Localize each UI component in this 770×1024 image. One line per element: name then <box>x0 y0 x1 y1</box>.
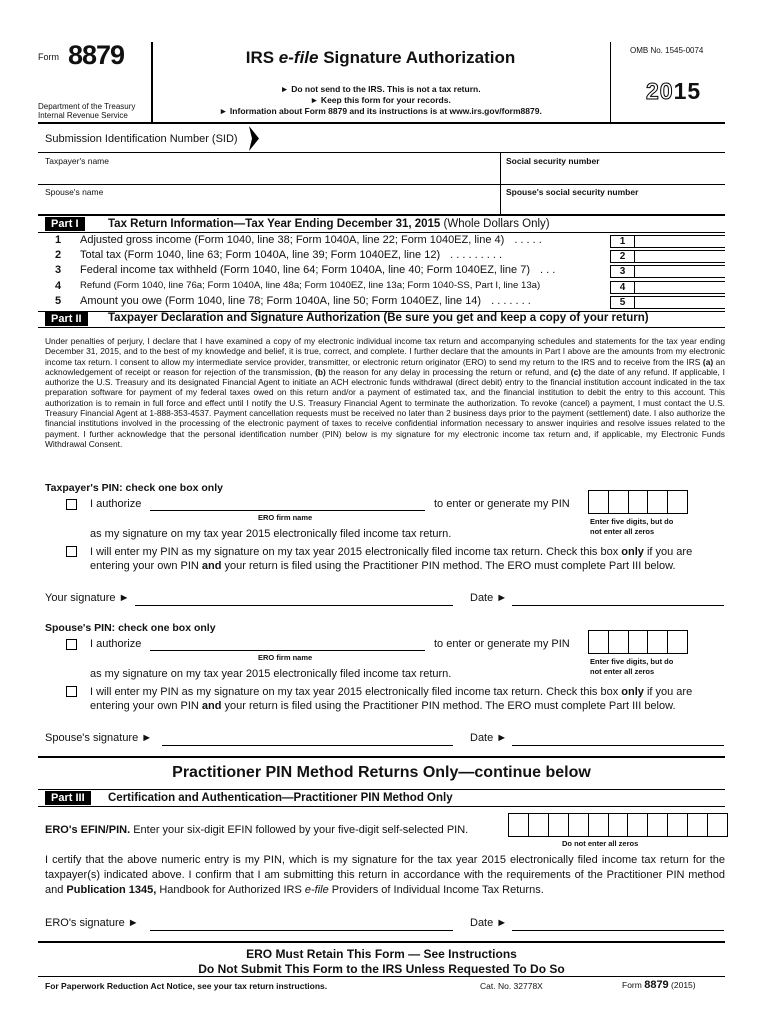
taxpayer-pin-input[interactable] <box>588 490 688 514</box>
taxpayer-ero-firm-label: ERO firm name <box>258 513 313 522</box>
cert-publication: Publication 1345, <box>66 884 157 896</box>
instruction-line-3: ► Information about Form 8879 and its instructions is at www.irs.gov/form8879. <box>219 106 542 116</box>
footer-form-number: 8879 <box>644 979 669 991</box>
efin-text: Enter your six-digit EFIN followed by your five-digit self-selected PIN. <box>130 824 469 836</box>
spouse-ssn-field[interactable] <box>506 197 724 213</box>
declaration-c: (c) <box>570 366 582 377</box>
part1-badge: Part I <box>45 217 85 231</box>
sid-input[interactable] <box>260 128 725 148</box>
spouse-pin-hint <box>590 657 673 677</box>
catalog-number: Cat. No. 32778X <box>480 981 543 991</box>
omb-number: OMB No. 1545-0074 <box>630 46 704 55</box>
form-title <box>151 48 610 68</box>
option-text-c1: entering your own PIN <box>90 700 202 712</box>
line-description <box>80 234 542 246</box>
efin-bold: ERO's EFIN/PIN. <box>45 824 131 836</box>
spouse-ero-firm-input[interactable] <box>150 638 425 651</box>
taxpayer-self-pin-text <box>90 545 730 573</box>
line-description <box>80 280 550 291</box>
agency-line: Internal Revenue Service <box>38 111 128 120</box>
line-leader-dots: . . . . . <box>514 234 542 246</box>
form-label: Form <box>38 52 59 62</box>
instruction-line-1: ► Do not send to the IRS. This is not a tax return. <box>280 84 481 94</box>
part3-header <box>45 791 91 805</box>
declaration-text-1: Under penalties of perjury, I declare that I have examined a copy of my electronic individual income tax return and accompanying schedules and statements for the tax year ending December 31, 2015, and to the best of my knowledge and belief, it is true, correct, and complete. I further declare that the amounts in Part I above are the amounts from my electronic income tax return. I consent to allow my intermediate service provider, transmitter, or electronic return originator (ERO) to send my return to the IRS and to receive from the IRS <box>45 336 725 367</box>
footer-form-id <box>622 979 696 991</box>
part2-header <box>45 312 88 326</box>
title-efile: e-file <box>278 48 319 67</box>
spouse-date-field[interactable] <box>512 732 724 746</box>
line-text: Federal income tax withheld (Form 1040, line 64; Form 1040A, line 40; Form 1040EZ, line 7) <box>80 264 530 276</box>
line-text: Total tax (Form 1040, line 63; Form 1040A, line 39; Form 1040EZ, line 12) <box>80 249 441 261</box>
option-only: only <box>621 546 644 558</box>
declaration-text-2: an acknowledgement of receipt or reason for rejection of the transmission, <box>45 356 725 377</box>
sid-label: Submission Identification Number (SID) <box>45 133 238 145</box>
amount-field[interactable] <box>635 235 725 248</box>
taxpayer-pin-hint <box>590 517 673 537</box>
spouse-authorize-label: I authorize <box>90 638 142 650</box>
taxpayer-authorize-checkbox[interactable] <box>66 499 77 510</box>
year-outline: 20 <box>646 78 674 104</box>
efin-pin-input[interactable] <box>508 813 728 837</box>
taxpayer-name-field[interactable] <box>45 166 500 182</box>
declaration-b: (b) <box>315 366 326 377</box>
ssn-label: Social security number <box>506 156 600 166</box>
sid-arrow-icon <box>249 126 259 151</box>
spouse-as-signature-text: as my signature on my tax year 2015 electronically filed income tax return. <box>90 668 452 680</box>
line-box-number: 1 <box>610 235 635 248</box>
taxpayer-ero-firm-input[interactable] <box>150 498 425 511</box>
ero-signature-label: ERO's signature ► <box>45 917 139 929</box>
option-text-b: if you are <box>643 686 693 698</box>
pin-hint-line-1: Enter five digits, but do <box>590 517 674 526</box>
line-box-number: 4 <box>610 281 635 294</box>
footer-form-word: Form <box>622 980 645 990</box>
part1-header <box>45 217 85 231</box>
no-zeros-hint: Do not enter all zeros <box>562 839 639 848</box>
option-text-c2: your return is filed using the Practitioner PIN method. The ERO must complete Part III below. <box>221 700 676 712</box>
line-description <box>80 264 555 276</box>
pin-hint-line-1: Enter five digits, but do <box>590 657 674 666</box>
part1-title-suffix: (Whole Dollars Only) <box>440 218 550 230</box>
header-instructions <box>151 84 610 117</box>
amount-field[interactable] <box>635 296 725 309</box>
paperwork-notice: For Paperwork Reduction Act Notice, see your tax return instructions. <box>45 981 328 991</box>
taxpayer-date-field[interactable] <box>512 592 724 606</box>
option-and: and <box>201 700 222 712</box>
line-text: Amount you owe (Form 1040, line 78; Form 1040A, line 50; Form 1040EZ, line 14) <box>80 295 482 307</box>
part1-title-bold: Tax Return Information—Tax Year Ending December 31, 2015 <box>108 218 441 230</box>
part2-badge: Part II <box>45 312 88 326</box>
amount-field[interactable] <box>635 281 725 294</box>
cert-text-a: I certify that the above numeric entry is my PIN, which is my signature for the tax year 2015 electronically filed income tax return for the taxpayer(s) indicated above. I confirm that I am submitting this return in accordance with the requirements of the Practitioner PIN method and <box>45 854 725 896</box>
part2-title: Taxpayer Declaration and Signature Authorization (Be sure you get and keep a copy of your return) <box>108 312 649 324</box>
line-leader-dots: . . . <box>540 264 556 276</box>
taxpayer-name-label: Taxpayer's name <box>45 156 109 166</box>
spouse-date-label: Date ► <box>470 732 508 744</box>
ero-date-field[interactable] <box>512 917 724 931</box>
department-line: Department of the Treasury <box>38 102 136 111</box>
part3-badge: Part III <box>45 791 91 805</box>
spouse-ssn-label: Spouse's social security number <box>506 187 639 197</box>
option-text-c2: your return is filed using the Practitioner PIN method. The ERO must complete Part III below. <box>221 560 676 572</box>
ero-date-label: Date ► <box>470 917 508 929</box>
cert-text-b: Handbook for Authorized IRS <box>156 884 305 896</box>
declaration-paragraph <box>45 336 725 449</box>
option-text-a: I will enter my PIN as my signature on my tax year 2015 electronically filed income tax return. Check this box <box>90 686 622 698</box>
your-signature-field[interactable] <box>135 592 453 606</box>
tax-year <box>646 78 701 105</box>
title-suffix: Signature Authorization <box>318 48 516 67</box>
spouse-authorize-checkbox[interactable] <box>66 639 77 650</box>
spouse-name-field[interactable] <box>45 197 500 213</box>
spouse-pin-input[interactable] <box>588 630 688 654</box>
option-only: only <box>621 686 644 698</box>
ero-signature-field[interactable] <box>150 917 453 931</box>
line-box-number: 2 <box>610 250 635 263</box>
ssn-field[interactable] <box>506 166 724 182</box>
taxpayer-date-label: Date ► <box>470 592 508 604</box>
department-block <box>38 102 135 120</box>
option-and: and <box>201 560 222 572</box>
spouse-signature-label: Spouse's signature ► <box>45 732 153 744</box>
certification-text <box>45 853 725 898</box>
spouse-ero-firm-label: ERO firm name <box>258 653 313 662</box>
spouse-self-pin-checkbox[interactable] <box>66 686 77 697</box>
pin-hint-line-2: not enter all zeros <box>590 527 655 536</box>
cert-text-c: Providers of Individual Income Tax Returns. <box>328 884 544 896</box>
year-bold: 15 <box>673 78 702 104</box>
efin-label <box>45 824 468 836</box>
no-submit-notice: Do Not Submit This Form to the IRS Unless Requested To Do So <box>198 962 565 976</box>
taxpayer-self-pin-checkbox[interactable] <box>66 546 77 557</box>
option-text-b: if you are <box>643 546 693 558</box>
spouse-generate-label: to enter or generate my PIN <box>434 638 570 650</box>
pin-hint-line-2: not enter all zeros <box>590 667 655 676</box>
line-description <box>80 295 531 307</box>
line-number: 1 <box>55 234 62 246</box>
spouse-name-label: Spouse's name <box>45 187 104 197</box>
line-text: Refund (Form 1040, line 76a; Form 1040A, line 48a; Form 1040EZ, line 13a; Form 1040-SS, Part I, line 13a) <box>80 280 541 291</box>
line-leader-dots: . . . . . . . . . <box>450 249 503 261</box>
footer-form-year: (2015) <box>668 980 696 990</box>
line-text: Adjusted gross income (Form 1040, line 38; Form 1040A, line 22; Form 1040EZ, line 4) <box>80 234 505 246</box>
amount-field[interactable] <box>635 265 725 278</box>
line-number: 2 <box>55 249 62 261</box>
retain-notice: ERO Must Retain This Form — See Instructions <box>246 947 517 961</box>
declaration-text-4: the date of any refund. If applicable, I authorize the U.S. Treasury and its designated Financial Agent to initiate an ACH electronic funds withdrawal (direct debit) entry to the financial institution account indicated in the tax preparation software for payment of my federal taxes owed on this return and/or a payment of estimated tax, and the financial institution to debit the entry to this account. This authorization is to remain in full force and effect until I notify the U.S. Treasury Financial Agent to terminate the authorization. To revoke (cancel) a payment, I must contact the U.S. Treasury Financial Agent at 1-888-353-4537. Payment cancellation requests must be received no later than 2 business days prior to the payment (settlement) date. I also authorize the financial institutions involved in the processing of the electronic payment of taxes to receive confidential information necessary to answer inquiries and resolve issues related to the payment. I further acknowledge that the personal identification number (PIN) below is my signature for my electronic income tax return and, if applicable, my Electronic Funds Withdrawal Consent. <box>45 366 725 449</box>
part3-title: Certification and Authentication—Practitioner PIN Method Only <box>108 792 453 804</box>
taxpayer-pin-heading: Taxpayer's PIN: check one box only <box>45 482 223 494</box>
option-text-a: I will enter my PIN as my signature on my tax year 2015 electronically filed income tax return. Check this box <box>90 546 622 558</box>
title-prefix: IRS <box>245 48 279 67</box>
line-number: 4 <box>55 280 62 292</box>
spouse-pin-heading: Spouse's PIN: check one box only <box>45 622 216 634</box>
line-box-number: 5 <box>610 296 635 309</box>
spouse-signature-field[interactable] <box>162 732 453 746</box>
practitioner-heading: Practitioner PIN Method Returns Only—continue below <box>172 764 591 781</box>
taxpayer-as-signature-text: as my signature on my tax year 2015 electronically filed income tax return. <box>90 528 452 540</box>
declaration-a: (a) <box>702 356 714 367</box>
line-description <box>80 249 502 261</box>
line-number: 3 <box>55 264 62 276</box>
amount-field[interactable] <box>635 250 725 263</box>
line-box-number: 3 <box>610 265 635 278</box>
part1-title <box>108 218 550 230</box>
your-signature-label: Your signature ► <box>45 592 130 604</box>
instruction-line-2: ► Keep this form for your records. <box>310 95 451 105</box>
form-number: 8879 <box>68 40 125 70</box>
cert-efile: e-file <box>304 884 329 896</box>
taxpayer-generate-label: to enter or generate my PIN <box>434 498 570 510</box>
line-number: 5 <box>55 295 62 307</box>
line-leader-dots: . . . . . . . <box>491 295 531 307</box>
option-text-c1: entering your own PIN <box>90 560 202 572</box>
declaration-text-3: the reason for any delay in processing the return or refund, and <box>325 366 571 377</box>
taxpayer-authorize-label: I authorize <box>90 498 142 510</box>
spouse-self-pin-text <box>90 685 730 713</box>
